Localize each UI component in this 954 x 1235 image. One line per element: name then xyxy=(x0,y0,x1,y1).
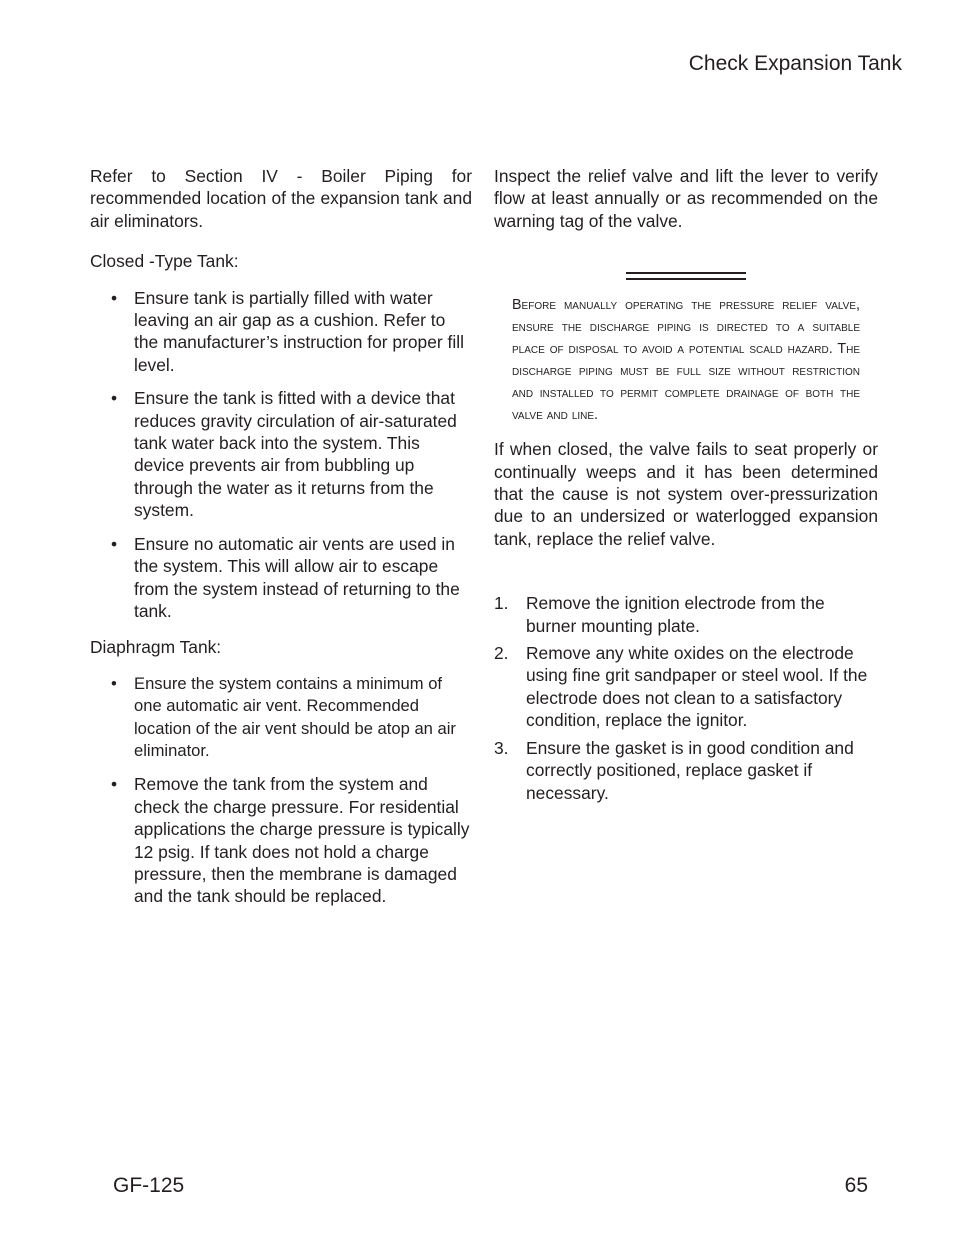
list-item: • Remove the tank from the system and check the charge pressure. For residential applications the charge pressure is typically 12 psig. If tank does not hold a charge pressure, then the membrane is damaged and the tank should be replaced. xyxy=(111,774,470,907)
left-column xyxy=(90,165,472,908)
diaphragm-tank-label: Diaphragm Tank: xyxy=(90,637,222,658)
warning-text: Before manually operating the pressure relief valve, ensure the discharge piping is directed to a suitable place of disposal to avoid a potential scald hazard. The discharge piping must be full size without restriction and installed to permit complete drainage of both the valve and line. xyxy=(512,297,860,424)
list-item: 3. Ensure the gasket is in good condition and correctly positioned, replace gasket if necessary. xyxy=(494,737,854,803)
diaphragm-tank-list xyxy=(90,673,472,908)
right-column xyxy=(494,165,878,804)
bullet-icon: • xyxy=(111,388,118,409)
list-item: 1. Remove the ignition electrode from the burner mounting plate. xyxy=(494,593,825,636)
relief-valve-followup: If when closed, the valve fails to seat properly or continually weeps and it has been determined that the cause is not system over-pressurization due to an undersized or waterlogged expansion tank, replace the relief valve. xyxy=(494,439,878,549)
list-item: • Ensure the tank is fitted with a device that reduces gravity circulation of air-saturated tank water back into the system. This device prevents air from bubbling up through the water as it returns from the system. xyxy=(111,388,457,521)
relief-valve-intro: Inspect the relief valve and lift the lever to verify flow at least annually or as recommended on the warning tag of the valve. xyxy=(494,166,878,231)
list-item: • Ensure tank is partially filled with water leaving an air gap as a cushion. Refer to the manufacturer’s instruction for proper fill level. xyxy=(111,287,464,375)
page-title: Check Expansion Tank xyxy=(688,52,902,75)
warning-rule xyxy=(626,272,746,280)
list-item: • Ensure no automatic air vents are used in the system. This will allow air to escape from the system instead of returning to the tank. xyxy=(111,533,460,621)
bullet-icon: • xyxy=(111,533,118,554)
page-number: 65 xyxy=(844,1174,868,1197)
bullet-icon: • xyxy=(111,287,118,308)
warning-box xyxy=(494,272,878,426)
footer-model: GF-125 xyxy=(113,1174,185,1197)
bullet-icon: • xyxy=(111,673,117,693)
list-item: • Ensure the system contains a minimum of one automatic air vent. Recommended location of the air vent should be atop an air eliminator. xyxy=(111,673,456,760)
closed-tank-label: Closed -Type Tank: xyxy=(90,251,239,272)
bullet-icon: • xyxy=(111,774,118,795)
electrode-steps xyxy=(494,592,878,804)
section-intro: Refer to Section IV - Boiler Piping for recommended location of the expansion tank and air eliminators. xyxy=(90,166,472,231)
closed-tank-list xyxy=(90,287,472,623)
list-item: 2. Remove any white oxides on the electrode using fine grit sandpaper or steel wool. If the electrode does not clean to a satisfactory condition, replace the ignitor. xyxy=(494,643,868,731)
